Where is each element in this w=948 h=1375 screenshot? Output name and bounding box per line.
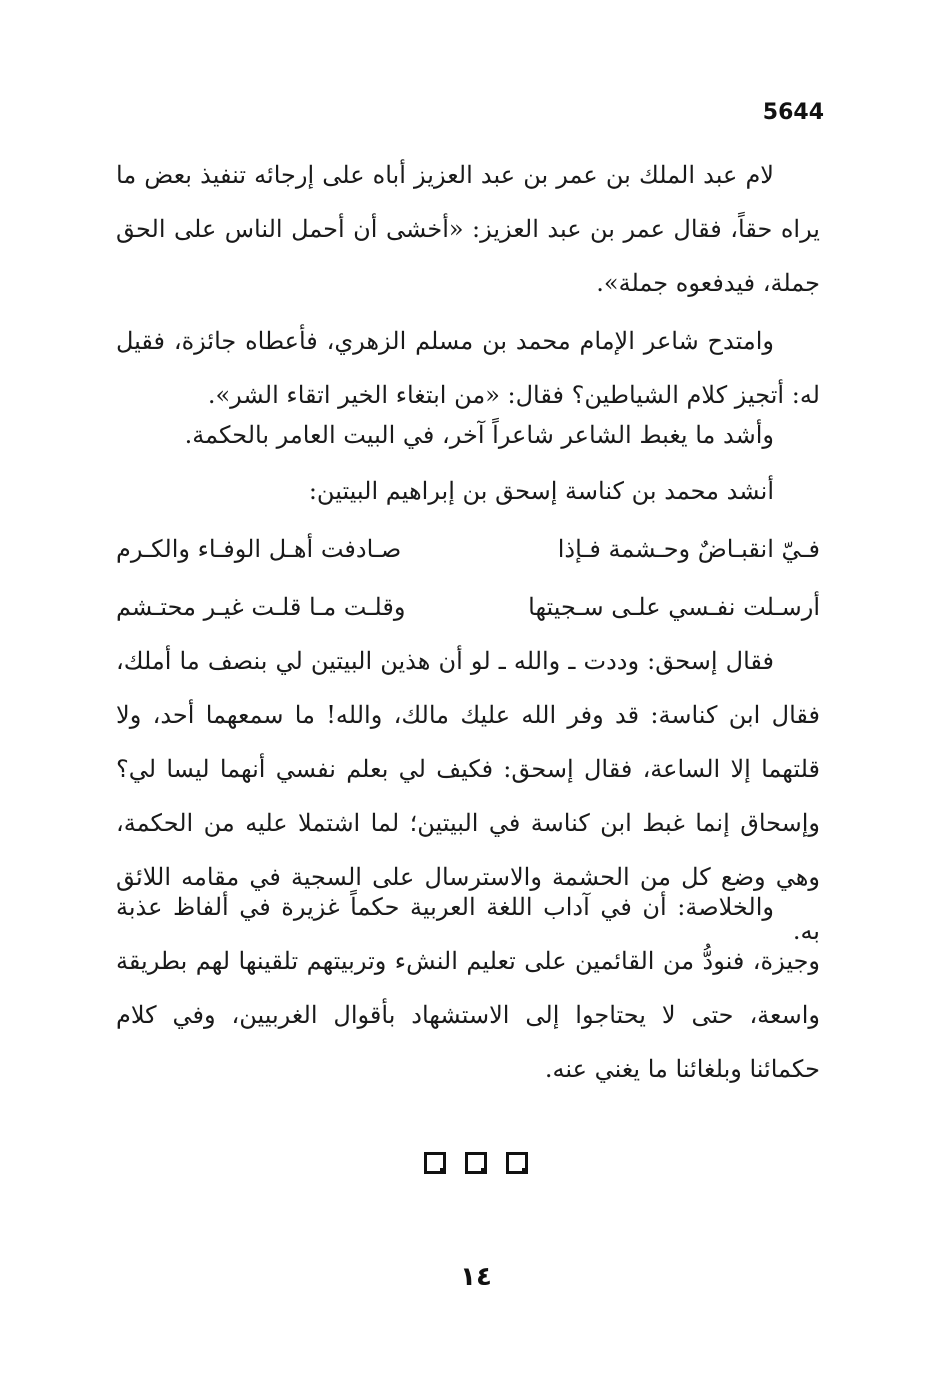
square-icon	[465, 1152, 487, 1174]
paragraph-2: وامتدح شاعر الإمام محمد بن مسلم الزهري، فأعطاه جائزة، فقيل له: أتجيز كلام الشياطين؟ فقال: «من ابتغاء الخير اتقاء الشر».	[116, 327, 820, 409]
verse-line-2	[116, 580, 820, 634]
paragraph-6: والخلاصة: أن في آداب اللغة العربية حكماً غزيرة في ألفاظ عذبة وجيزة، فنودُّ من القائمين على تعليم النشء وتربيتهم تلقينها لهم بطريقة واسعة، حتى لا يحتاجوا إلى الاستشهاد بأقوال الغربيين، وفي كلام حكمائنا وبلغائنا ما يغني عنه.	[116, 893, 820, 1083]
verse-1-first-hemistich: فـيّ انقبـاضٌ وحـشمة فـإذا	[557, 535, 820, 563]
square-icon	[506, 1152, 528, 1174]
page-number-bottom: ١٤	[460, 1262, 492, 1292]
section-ornament	[424, 1152, 528, 1178]
paragraph-1: لام عبد الملك بن عمر بن عبد العزيز أباه على إرجائه تنفيذ بعض ما يراه حقاً، فقال عمر بن عبد العزيز: «أخشى أن أحمل الناس على الحق جملة، فيدفعوه جملة».	[116, 161, 820, 297]
verse-2-first-hemistich: أرسـلت نفـسي علـى سـجيتها	[528, 593, 820, 621]
verse-line-1	[116, 522, 820, 576]
paragraph-3: وأشد ما يغبط الشاعر شاعراً آخر، في البيت العامر بالحكمة.	[184, 421, 774, 449]
verse-2-second-hemistich: وقلـت مـا قلـت غيـر محتـشم	[116, 593, 406, 621]
square-icon	[424, 1152, 446, 1174]
page-number-top: 5644	[762, 100, 824, 125]
verse-1-second-hemistich: صـادفت أهـل الوفـاء والكـرم	[116, 535, 402, 563]
paragraph-5: فقال إسحق: وددت ـ والله ـ لو أن هذين البيتين لي بنصف ما أملك، فقال ابن كناسة: قد وفر الله عليك مالك، والله! ما سمعهما أحد، ولا قلتهما إلا الساعة، فقال إسحق: فكيف لي بعلم نفسي أنهما ليسا لي؟ وإسحاق إنما غبط ابن كناسة في البيتين؛ لما اشتملا عليه من الحكمة، وهي وضع كل من الحشمة والاسترسال على السجية في مقامه اللائق به.	[116, 647, 821, 945]
paragraph-4: أنشد محمد بن كناسة إسحق بن إبراهيم البيتين:	[308, 477, 774, 505]
